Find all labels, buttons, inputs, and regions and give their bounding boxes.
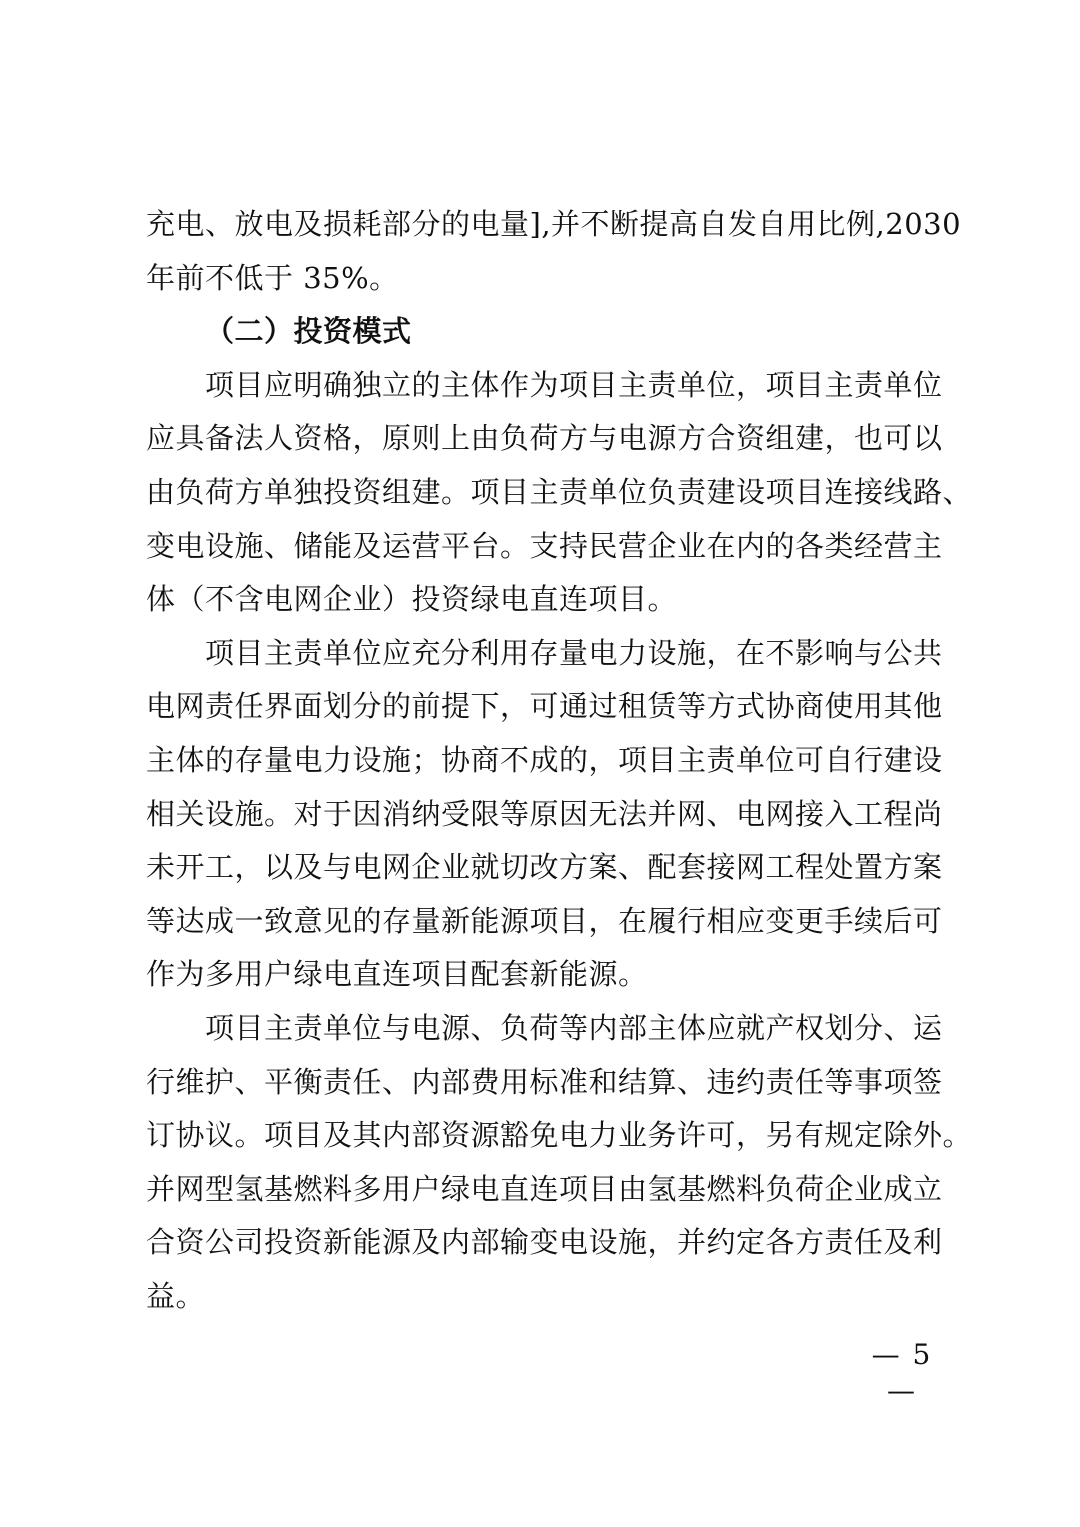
body-line: 并网型氢基燃料多用户绿电直连项目由氢基燃料负荷企业成立	[146, 1171, 943, 1206]
body-line: 电网责任界面划分的前提下，可通过租赁等方式协商使用其他	[146, 689, 943, 724]
document-body	[146, 198, 973, 1323]
body-line: 年前不低于 35%。	[146, 260, 399, 295]
body-line: 体（不含电网企业）投资绿电直连项目。	[146, 582, 678, 617]
body-line: 订协议。项目及其内部资源豁免电力业务许可，另有规定除外。	[146, 1118, 973, 1153]
body-line: 作为多用户绿电直连项目配套新能源。	[146, 957, 648, 992]
body-line: 充电、放电及损耗部分的电量],并不断提高自发自用比例,2030	[146, 207, 962, 241]
body-line: 由负荷方单独投资组建。项目主责单位负责建设项目连接线路、	[146, 474, 973, 509]
paragraph-first-line: 项目应明确独立的主体作为项目主责单位，项目主责单位	[205, 367, 943, 402]
body-line: 合资公司投资新能源及内部输变电设施，并约定各方责任及利	[146, 1225, 943, 1260]
body-line: 变电设施、储能及运营平台。支持民营企业在内的各类经营主	[146, 528, 943, 563]
body-line: 相关设施。对于因消纳受限等原因无法并网、电网接入工程尚	[146, 796, 943, 831]
paragraph-first-line: 项目主责单位与电源、负荷等内部主体应就产权划分、运	[205, 1010, 943, 1045]
paragraph-first-line: 项目主责单位应充分利用存量电力设施，在不影响与公共	[205, 635, 943, 670]
body-line: 益。	[146, 1278, 206, 1313]
body-line: 应具备法人资格，原则上由负荷方与电源方合资组建，也可以	[146, 421, 943, 456]
body-line: 行维护、平衡责任、内部费用标准和结算、违约责任等事项签	[146, 1064, 943, 1099]
body-line: 主体的存量电力设施；协商不成的，项目主责单位可自行建设	[146, 742, 943, 777]
section-heading: （二）投资模式	[205, 314, 412, 349]
body-line: 未开工，以及与电网企业就切改方案、配套接网工程处置方案	[146, 850, 943, 885]
body-line: 等达成一致意见的存量新能源项目，在履行相应变更手续后可	[146, 903, 943, 938]
page-number: — 5 —	[871, 1338, 933, 1407]
